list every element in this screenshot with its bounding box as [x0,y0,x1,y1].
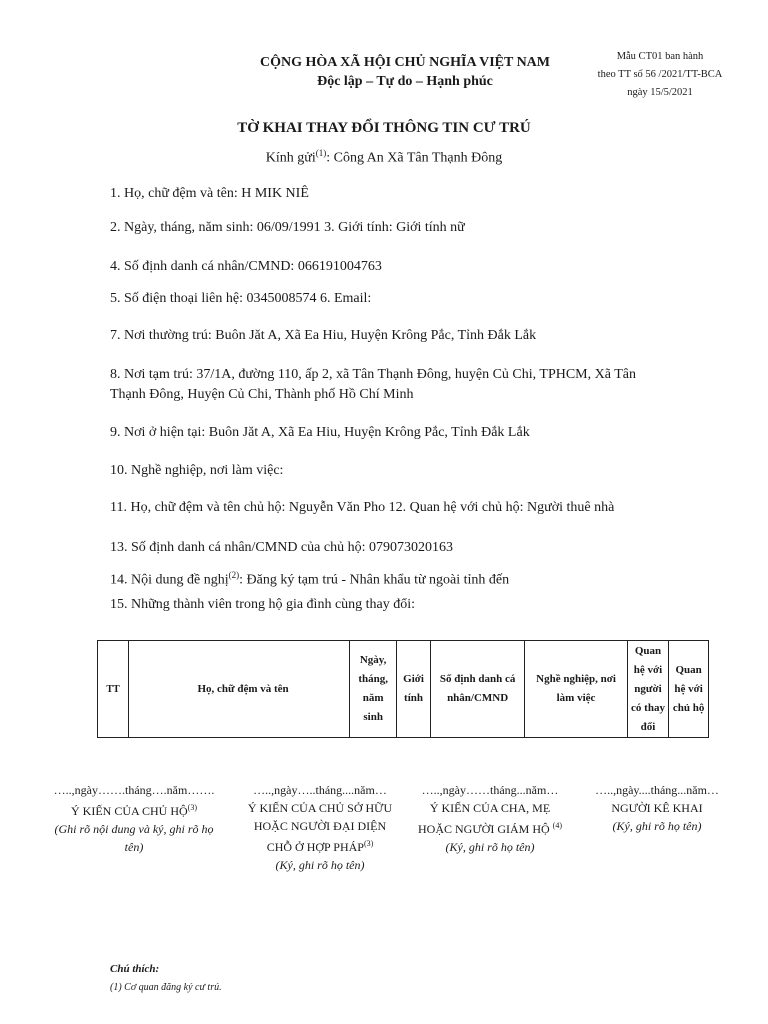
field-temporary-address-line-1: 8. Nơi tạm trú: 37/1A, đường 110, ấp 2, xã Tân Thạnh Đông, huyện Củ Chi, TPHCM, Xã Tân [110,367,636,382]
col-header-name: Họ, chữ đệm và tên [129,641,350,738]
signature-date: …..,ngày……tháng...năm… [421,783,559,797]
signature-title-line-1: Ý KIẾN CỦA CHA, MẸ [429,801,551,815]
signature-title-line-1: Ý KIẾN CỦA CHỦ SỞ HỮU [247,801,393,815]
signature-date: …..,ngày…….tháng….năm……. [53,783,215,797]
signature-declarant [572,781,742,835]
signature-title-line-3: CHỖ Ở HỢP PHÁP$^{(3)}$ [266,839,374,854]
field-full-name: 1. Họ, chữ đệm và tên: H MIK NIÊ [110,186,309,201]
notes-title: Chú thích: [110,963,160,975]
signature-note: (Ký, ghi rõ họ tên) [612,819,702,833]
signature-owner-representative [230,781,410,874]
signature-household-head [44,781,224,856]
field-birth-gender: 2. Ngày, tháng, năm sinh: 06/09/1991 3. Giới tính: Giới tính nữ [110,220,465,235]
note-1: (1) Cơ quan đăng ký cư trú. [110,982,222,993]
request-value: : Đăng ký tạm trú - Nhân khẩu từ ngoài tỉnh đến [239,572,510,588]
field-occupation: 10. Nghề nghiệp, nơi làm việc: [110,463,284,478]
field-request-content [110,570,509,589]
signature-note: (Ghi rõ nội dung và ký, ghi rõ họ tên) [54,822,214,854]
addressee [0,148,768,167]
form-number-line-3: ngày 15/5/2021 [627,87,693,98]
field-temporary-address-line-2: Thạnh Đông, Huyện Củ Chi, Thành phố Hồ Chí Minh [110,387,414,402]
form-number [580,48,740,102]
signature-date: …..,ngày…..tháng....năm… [253,783,387,797]
field-members-heading: 15. Những thành viên trong hộ gia đình cùng thay đổi: [110,597,416,612]
request-footnote: (2) [228,570,240,580]
signature-note: (Ký, ghi rõ họ tên) [275,858,365,872]
signature-parent-guardian [400,781,580,856]
form-number-line-1: Mẫu CT01 ban hành [616,51,704,62]
col-header-relation-head: Quan hệ với chủ hộ [669,641,709,738]
signature-title: NGƯỜI KÊ KHAI [611,801,703,815]
field-phone-email: 5. Số điện thoại liên hệ: 0345008574 6. Email: [110,291,372,306]
request-label: 14. Nội dung đề nghị [110,572,229,588]
form-title: TỜ KHAI THAY ĐỔI THÔNG TIN CƯ TRÚ [237,120,531,136]
signature-note: (Ký, ghi rõ họ tên) [445,840,535,854]
col-header-relation-changer: Quan hệ với người có thay đổi [627,641,669,738]
field-permanent-address: 7. Nơi thường trú: Buôn Jăt A, Xã Ea Hiu, Huyện Krông Pắc, Tỉnh Đắk Lắk [110,328,537,343]
addressee-footnote: (1) [315,148,327,158]
field-id-number: 4. Số định danh cá nhân/CMND: 066191004763 [110,259,382,274]
national-motto: Độc lập – Tự do – Hạnh phúc [317,74,493,89]
form-number-line-2: theo TT số 56 /2021/TT-BCA [597,69,723,80]
field-current-address: 9. Nơi ở hiện tại: Buôn Jăt A, Xã Ea Hiu, Huyện Krông Pắc, Tỉnh Đắk Lắk [110,425,530,440]
country-name: CỘNG HÒA XÃ HỘI CHỦ NGHĨA VIỆT NAM [259,55,550,70]
field-head-id-number: 13. Số định danh cá nhân/CMND của chủ hộ: 079073020163 [110,540,453,555]
col-header-index: TT [98,641,129,738]
members-table [97,640,709,738]
addressee-value: : Công An Xã Tân Thạnh Đông [326,150,503,166]
col-header-gender: Giới tính [397,641,431,738]
col-header-occupation: Nghề nghiệp, nơi làm việc [525,641,627,738]
signature-title: Ý KIẾN CỦA CHỦ HỘ$^{(3)}$ [71,803,197,818]
col-header-id-number: Số định danh cá nhân/CMND [430,641,524,738]
members-table-header-row [98,641,709,738]
col-header-birthdate: Ngày, tháng, năm sinh [350,641,397,738]
signature-title-line-2: HOẶC NGƯỜI ĐẠI DIỆN [253,819,387,833]
addressee-label: Kính gửi [265,150,316,166]
signature-title-line-2: HOẶC NGƯỜI GIÁM HỘ $^{(4)}$ [418,821,562,836]
signature-date: …..,ngày....tháng...năm… [595,783,719,797]
field-household-head: 11. Họ, chữ đệm và tên chủ hộ: Nguyễn Văn Pho 12. Quan hệ với chủ hộ: Người thuê nhà [110,500,615,515]
